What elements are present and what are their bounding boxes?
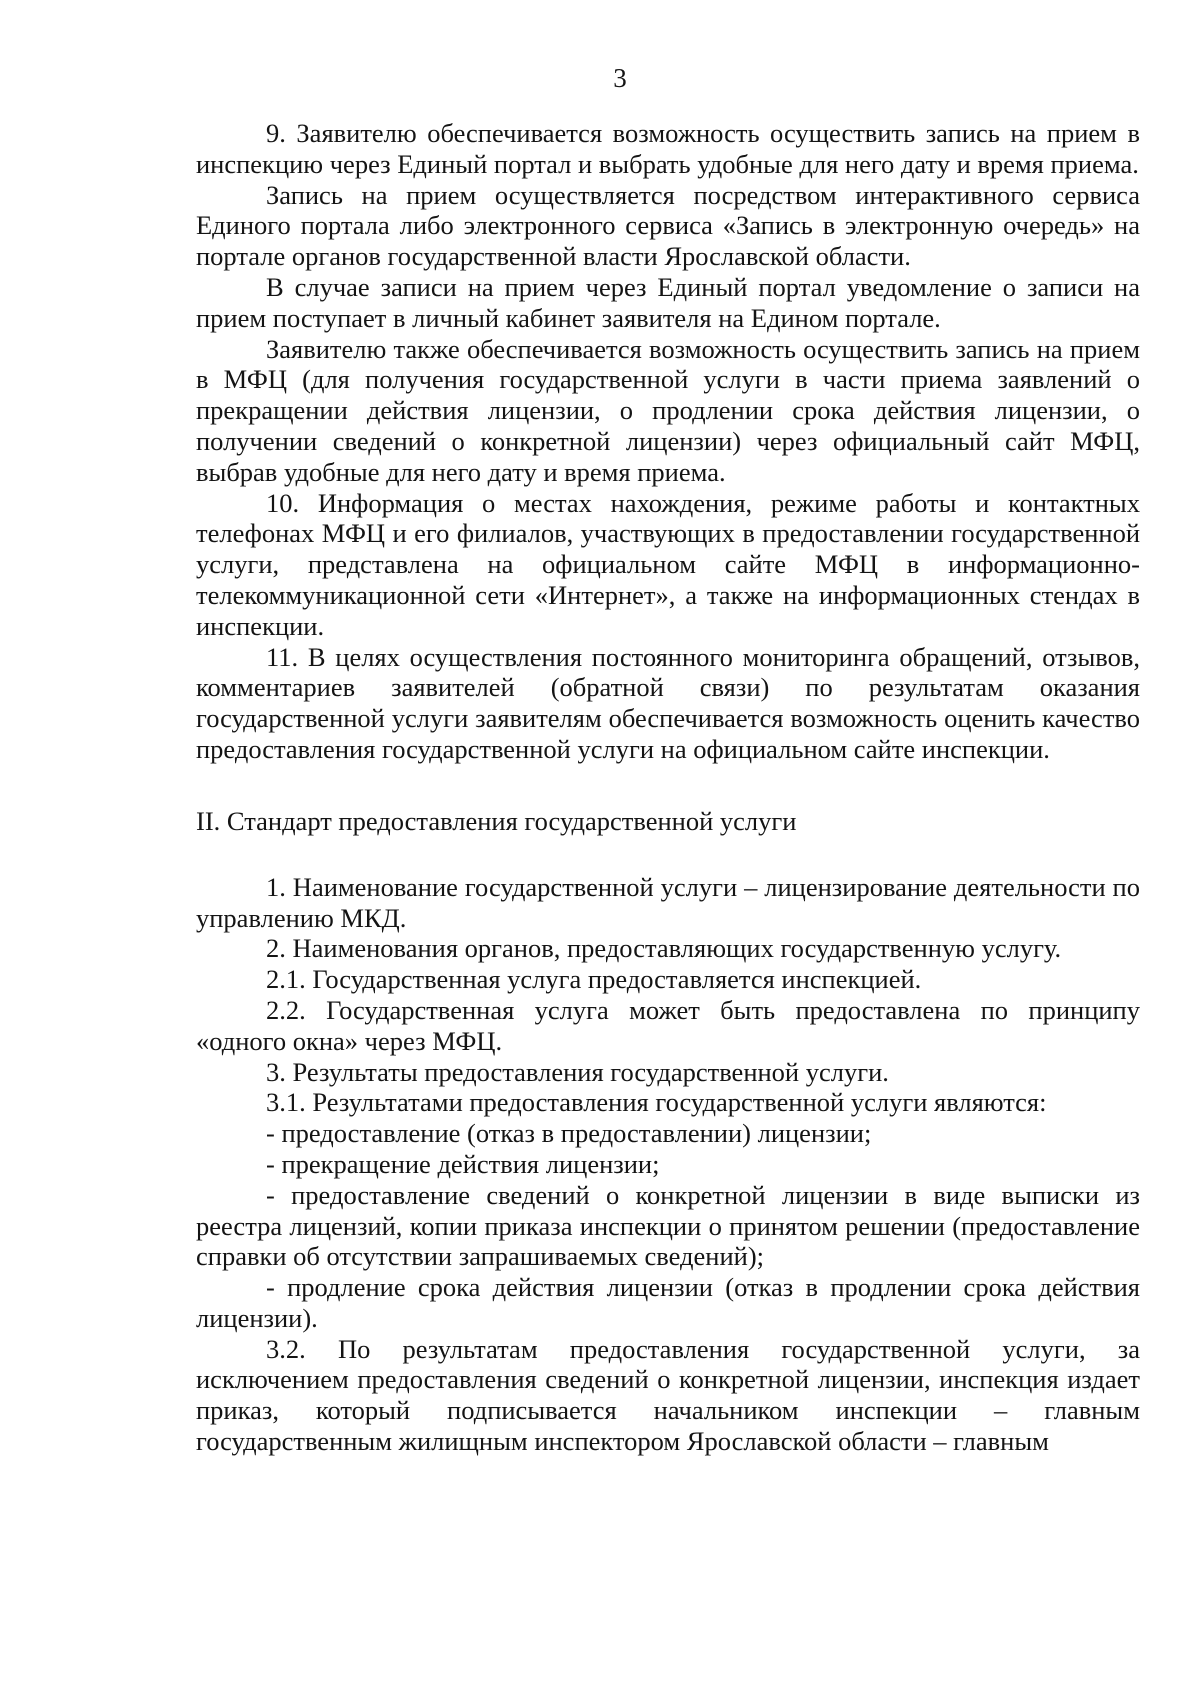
paragraph-9-notification: В случае записи на прием через Единый портал уведомление о записи на прием поступает в личный кабинет заявителя на Едином портале.: [196, 271, 1140, 333]
paragraph-3-1: 3.1. Результатами предоставления государственной услуги являются:: [266, 1087, 1047, 1118]
section-heading: II. Стандарт предоставления государственной услуги: [196, 805, 797, 836]
paragraph-9-appointment-service: Запись на прием осуществляется посредством интерактивного сервиса Единого портала либо электронного сервиса «Запись в электронную очередь» на портале органов государственной власти Ярославской области.: [196, 179, 1140, 272]
list-item-license-extension: - продление срока действия лицензии (отказ в продлении срока действия лицензии).: [196, 1272, 1140, 1333]
paragraph-11: 11. В целях осуществления постоянного мониторинга обращений, отзывов, комментариев заявителей (обратной связи) по результатам оказания государственной услуги заявителям обеспечивается возможность оценить качество предоставления государственной услуги на официальном сайте инспекции.: [196, 641, 1140, 764]
paragraph-9: 9. Заявителю обеспечивается возможность осуществить запись на прием в инспекцию через Единый портал и выбрать удобные для него дату и время приема.: [196, 118, 1140, 179]
paragraph-3-2: 3.2. По результатам предоставления государственной услуги, за исключением предоставления сведений о конкретной лицензии, инспекция издает приказ, который подписывается начальником инспекции – главным государственным жилищным инспектором Ярославской области – главным: [196, 1333, 1140, 1457]
paragraph-results: 3. Результаты предоставления государственной услуги.: [266, 1056, 889, 1087]
page-number: 3: [613, 63, 627, 93]
paragraph-2-1: 2.1. Государственная услуга предоставляется инспекцией.: [266, 964, 922, 995]
list-item-license-info: - предоставление сведений о конкретной лицензии в виде выписки из реестра лицензий, копии приказа инспекции о принятом решении (предоставление справки об отсутствии запрашиваемых сведений);: [196, 1179, 1140, 1272]
paragraph-service-name: 1. Наименование государственной услуги – лицензирование деятельности по управлению МКД.: [196, 871, 1140, 933]
list-item-license-termination: - прекращение действия лицензии;: [266, 1148, 660, 1179]
paragraph-10: 10. Информация о местах нахождения, режиме работы и контактных телефонах МФЦ и его филиалов, участвующих в предоставлении государственной услуги, представлена на официальном сайте МФЦ в информационно-телекоммуникационной сети «Интернет», а также на информационных стендах в инспекции.: [196, 487, 1140, 641]
paragraph-2-2: 2.2. Государственная услуга может быть предоставлена по принципу «одного окна» через МФЦ.: [196, 994, 1140, 1056]
list-item-license-grant: - предоставление (отказ в предоставлении) лицензии;: [266, 1118, 872, 1149]
paragraph-authorities: 2. Наименования органов, предоставляющих государственную услугу.: [266, 933, 1062, 964]
document-body: [196, 118, 1140, 1457]
paragraph-9-mfc-appointment: Заявителю также обеспечивается возможность осуществить запись на прием в МФЦ (для получения государственной услуги в части приема заявлений о прекращении действия лицензии, о продлении срока действия лицензии, о получении сведений о конкретной лицензии) через официальный сайт МФЦ, выбрав удобные для него дату и время приема.: [196, 333, 1140, 487]
